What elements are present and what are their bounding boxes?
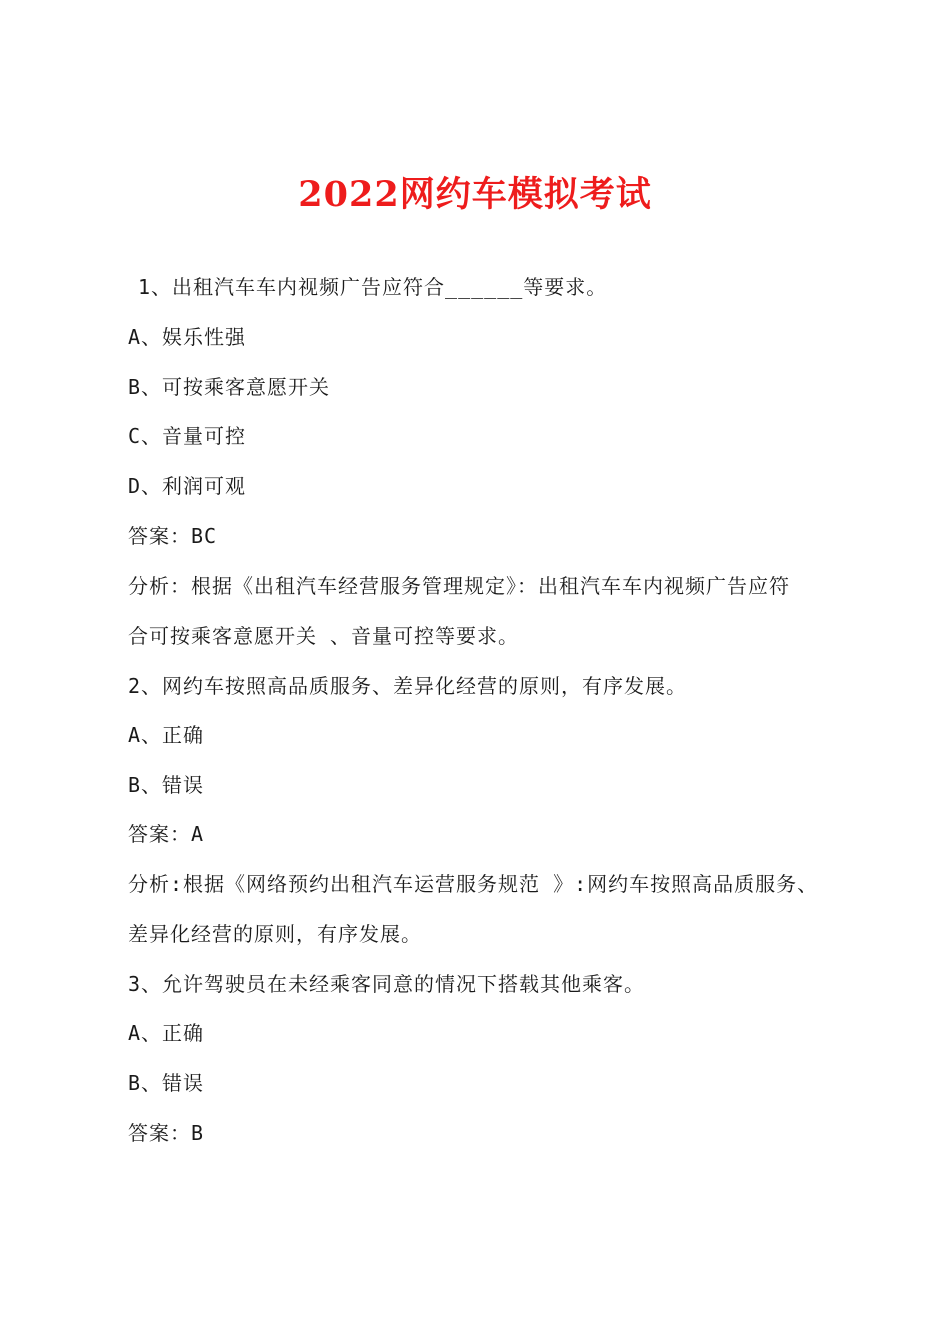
question-1-option-c: C、音量可控 bbox=[128, 424, 247, 448]
question-2-answer: 答案：A bbox=[128, 822, 205, 846]
question-2-option-b: B、错误 bbox=[128, 773, 205, 797]
question-2-text: 2、网约车按照高品质服务、差异化经营的原则，有序发展。 bbox=[128, 674, 688, 698]
question-2-analysis-line-2: 差异化经营的原则，有序发展。 bbox=[128, 922, 422, 946]
question-1-text: 1、出租汽车车内视频广告应符合______等要求。 bbox=[138, 275, 608, 299]
question-1-option-b: B、可按乘客意愿开关 bbox=[128, 375, 331, 399]
question-3-text: 3、允许驾驶员在未经乘客同意的情况下搭载其他乘客。 bbox=[128, 972, 646, 996]
question-1-answer: 答案：BC bbox=[128, 524, 218, 548]
question-3-answer: 答案：B bbox=[128, 1121, 205, 1145]
question-1-option-a: A、娱乐性强 bbox=[128, 325, 247, 349]
page-title: 2022网约车模拟考试 bbox=[298, 174, 652, 215]
question-1-analysis-line-1: 分析：根据《出租汽车经营服务管理规定》：出租汽车车内视频广告应符 bbox=[128, 574, 790, 598]
question-2-option-a: A、正确 bbox=[128, 723, 205, 747]
question-1-option-d: D、利润可观 bbox=[128, 474, 247, 498]
question-3-option-b: B、错误 bbox=[128, 1071, 205, 1095]
question-1-analysis-line-2: 合可按乘客意愿开关 、音量可控等要求。 bbox=[128, 624, 520, 648]
question-3-option-a: A、正确 bbox=[128, 1021, 205, 1045]
question-2-analysis-line-1: 分析:根据《网络预约出租汽车运营服务规范 》:网约车按照高品质服务、 bbox=[128, 872, 819, 896]
